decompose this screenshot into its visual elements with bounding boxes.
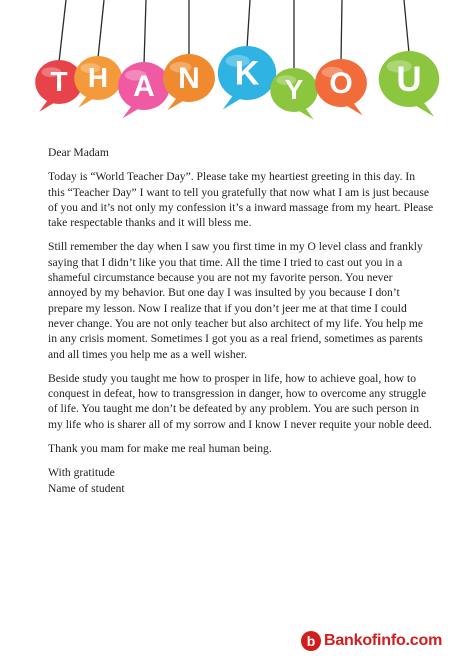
- banner-string: [404, 0, 409, 53]
- banner-string: [59, 0, 66, 62]
- watermark-logo-icon: [300, 630, 322, 652]
- banner-string: [247, 0, 250, 48]
- banner-bubble-k: [218, 0, 276, 109]
- bubble-letter: A: [133, 70, 155, 104]
- banner-bubble-y: [270, 0, 318, 120]
- salutation: Dear Madam: [48, 146, 109, 159]
- paragraph-1: Today is “World Teacher Day”. Please take my heartiest greeting in this day. In this “Teacher Day” I want to tell you gratefully that now what I am is just because of you and it’s not only my confession it’s a inward massage from my heart. Please take respectable thanks and it will bless me.: [48, 170, 434, 230]
- banner-bubble-n: [163, 0, 215, 110]
- bubble-letter: O: [329, 67, 353, 101]
- watermark-text: Bankofinfo.com: [324, 632, 443, 649]
- bubble-letter: H: [87, 62, 109, 94]
- svg-text:b: b: [306, 633, 316, 649]
- banner-bubble-h: [74, 0, 122, 108]
- banner-string: [144, 0, 146, 64]
- banner-string: [341, 0, 342, 61]
- banner-bubble-a: [118, 0, 170, 118]
- paragraph-2: Still remember the day when I saw you first time in my O level class and frankly saying that I didn’t like you that time. All the time I tried to cast out you in a shameful circumstance because you are not my favorite person. You never annoyed by my behavior. But one day I was insulted by you because I don’t prepare my lesson. Now I realize that if you don’t jeer me at that time I could never change. You are not only teacher but also architect of my life. You help me in any crisis moment. Sometimes I got you as a real friend, sometimes as parents and all times you help me as a well wisher.: [48, 240, 424, 361]
- letter-body: [48, 145, 434, 496]
- banner-bubble-t: [35, 0, 83, 112]
- watermark: [300, 628, 442, 654]
- bubble-letter: T: [50, 66, 68, 98]
- closing: With gratitude: [48, 466, 115, 480]
- bubble-letter: N: [178, 62, 200, 96]
- bubble-letter: U: [396, 59, 422, 99]
- signature: Name of student: [48, 481, 125, 495]
- bubble-letter: Y: [284, 74, 304, 106]
- banner-bubble-o: [315, 0, 367, 115]
- banner-string: [98, 0, 104, 58]
- paragraph-4: Thank you mam for make me real human being.: [48, 442, 272, 456]
- bubble-letter: K: [234, 54, 260, 93]
- banner-bubble-u: [379, 0, 439, 117]
- thank-you-banner: [0, 0, 474, 140]
- paragraph-3: Beside study you taught me how to prosper in life, how to achieve goal, how to conquest in defeat, how to transgression in danger, how to overcome any struggle of life. You taught me don’t be defeated by any problem. You are such person in my life who is sharer all of my sorrow and I know I never requite your noble deed.: [48, 371, 432, 431]
